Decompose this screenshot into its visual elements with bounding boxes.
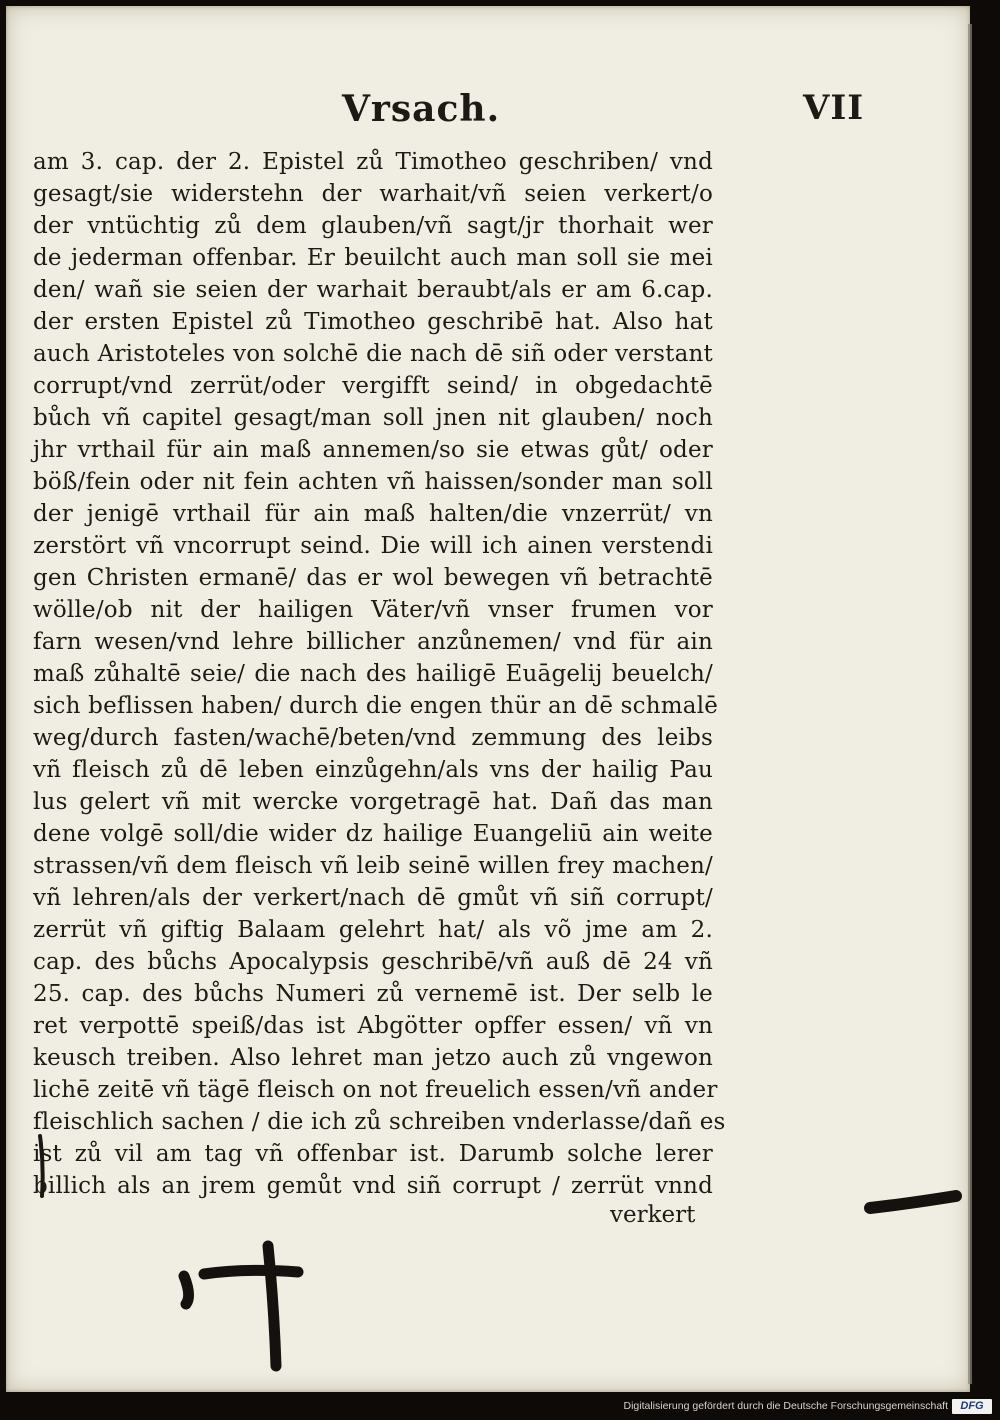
text-line: der ersten Epistel zů Timotheo geschribē hat. Also hat: [33, 309, 713, 335]
text-line: vñ lehren/als der verkert/nach dē gmůt vñ siñ corrupt/: [33, 885, 713, 911]
text-line: keusch treiben. Also lehret man jetzo auch zů vngewon: [33, 1045, 713, 1071]
text-block: [6, 6, 970, 1392]
text-line: böß/fein oder nit fein achten vñ haissen/sonder man soll: [33, 469, 713, 495]
text-line: fleischlich sachen / die ich zů schreiben vnderlasse/dañ es: [33, 1109, 726, 1135]
text-line: wölle/ob nit der hailigen Väter/vñ vnser frumen vor: [33, 597, 713, 623]
text-line: billich als an jrem gemůt vnd siñ corrupt / zerrüt vnnd: [33, 1173, 713, 1199]
text-line: am 3. cap. der 2. Epistel zů Timotheo geschriben/ vnd: [33, 149, 713, 175]
text-line: dene volgē soll/die wider dz hailige Euangeliū ain weite: [33, 821, 713, 847]
text-line: bůch vñ capitel gesagt/man soll jnen nit glauben/ noch: [33, 405, 713, 431]
dfg-logo: DFG: [952, 1399, 992, 1414]
book-page: [6, 6, 970, 1392]
footer-bar: [0, 1396, 1000, 1420]
text-line: jhr vrthail für ain maß annemen/so sie etwas gůt/ oder: [33, 437, 713, 463]
text-line: den/ wañ sie seien der warhait beraubt/als er am 6.cap.: [33, 277, 713, 303]
text-line: corrupt/vnd zerrüt/oder vergifft seind/ in obgedachtē: [33, 373, 713, 399]
funding-notice: Digitalisierung gefördert durch die Deutsche Forschungsgemeinschaft: [623, 1400, 948, 1412]
text-line: maß zůhaltē seie/ die nach des hailigē Euāgelij beuelch/: [33, 661, 713, 687]
text-line: sich beflissen haben/ durch die engen thür an dē schmalē: [33, 693, 719, 719]
text-line: gesagt/sie widerstehn der warhait/vñ seien verkert/o: [33, 181, 713, 207]
text-line: gen Christen ermanē/ das er wol bewegen vñ betrachtē: [33, 565, 713, 591]
text-line: lichē zeitē vñ tägē fleisch on not freuelich essen/vñ ander: [33, 1077, 718, 1103]
text-line: cap. des bůchs Apocalypsis geschribē/vñ auß dē 24 vñ: [33, 949, 713, 975]
text-line: ret verpottē speiß/das ist Abgötter opffer essen/ vñ vn: [33, 1013, 713, 1039]
folio-number: VII: [803, 88, 865, 128]
text-line: farn wesen/vnd lehre billicher anzůnemen/ vnd für ain: [33, 629, 713, 655]
catchword: verkert: [610, 1202, 696, 1228]
text-line: 25. cap. des bůchs Numeri zů vernemē ist. Der selb le: [33, 981, 713, 1007]
text-line: strassen/vñ dem fleisch vñ leib seinē willen frey machen/: [33, 853, 713, 879]
text-line: der jenigē vrthail für ain maß halten/die vnzerrüt/ vn: [33, 501, 713, 527]
text-line: auch Aristoteles von solchē die nach dē siñ oder verstant: [33, 341, 713, 367]
text-line: vñ fleisch zů dē leben einzůgehn/als vns der hailig Pau: [33, 757, 713, 783]
text-line: de jederman offenbar. Er beuilcht auch man soll sie mei: [33, 245, 713, 271]
text-line: lus gelert vñ mit wercke vorgetragē hat. Dañ das man: [33, 789, 713, 815]
text-line: der vntüchtig zů dem glauben/vñ sagt/jr thorhait wer: [33, 213, 713, 239]
text-line: zerrüt vñ giftig Balaam gelehrt hat/ als võ jme am 2.: [33, 917, 713, 943]
text-line: weg/durch fasten/wachē/beten/vnd zemmung des leibs: [33, 725, 713, 751]
page-edge: [968, 24, 972, 1384]
running-head: Vrsach.: [342, 88, 501, 130]
text-line: zerstört vñ vncorrupt seind. Die will ich ainen verstendi: [33, 533, 713, 559]
text-line: ist zů vil am tag vñ offenbar ist. Darumb solche lerer: [33, 1141, 713, 1167]
